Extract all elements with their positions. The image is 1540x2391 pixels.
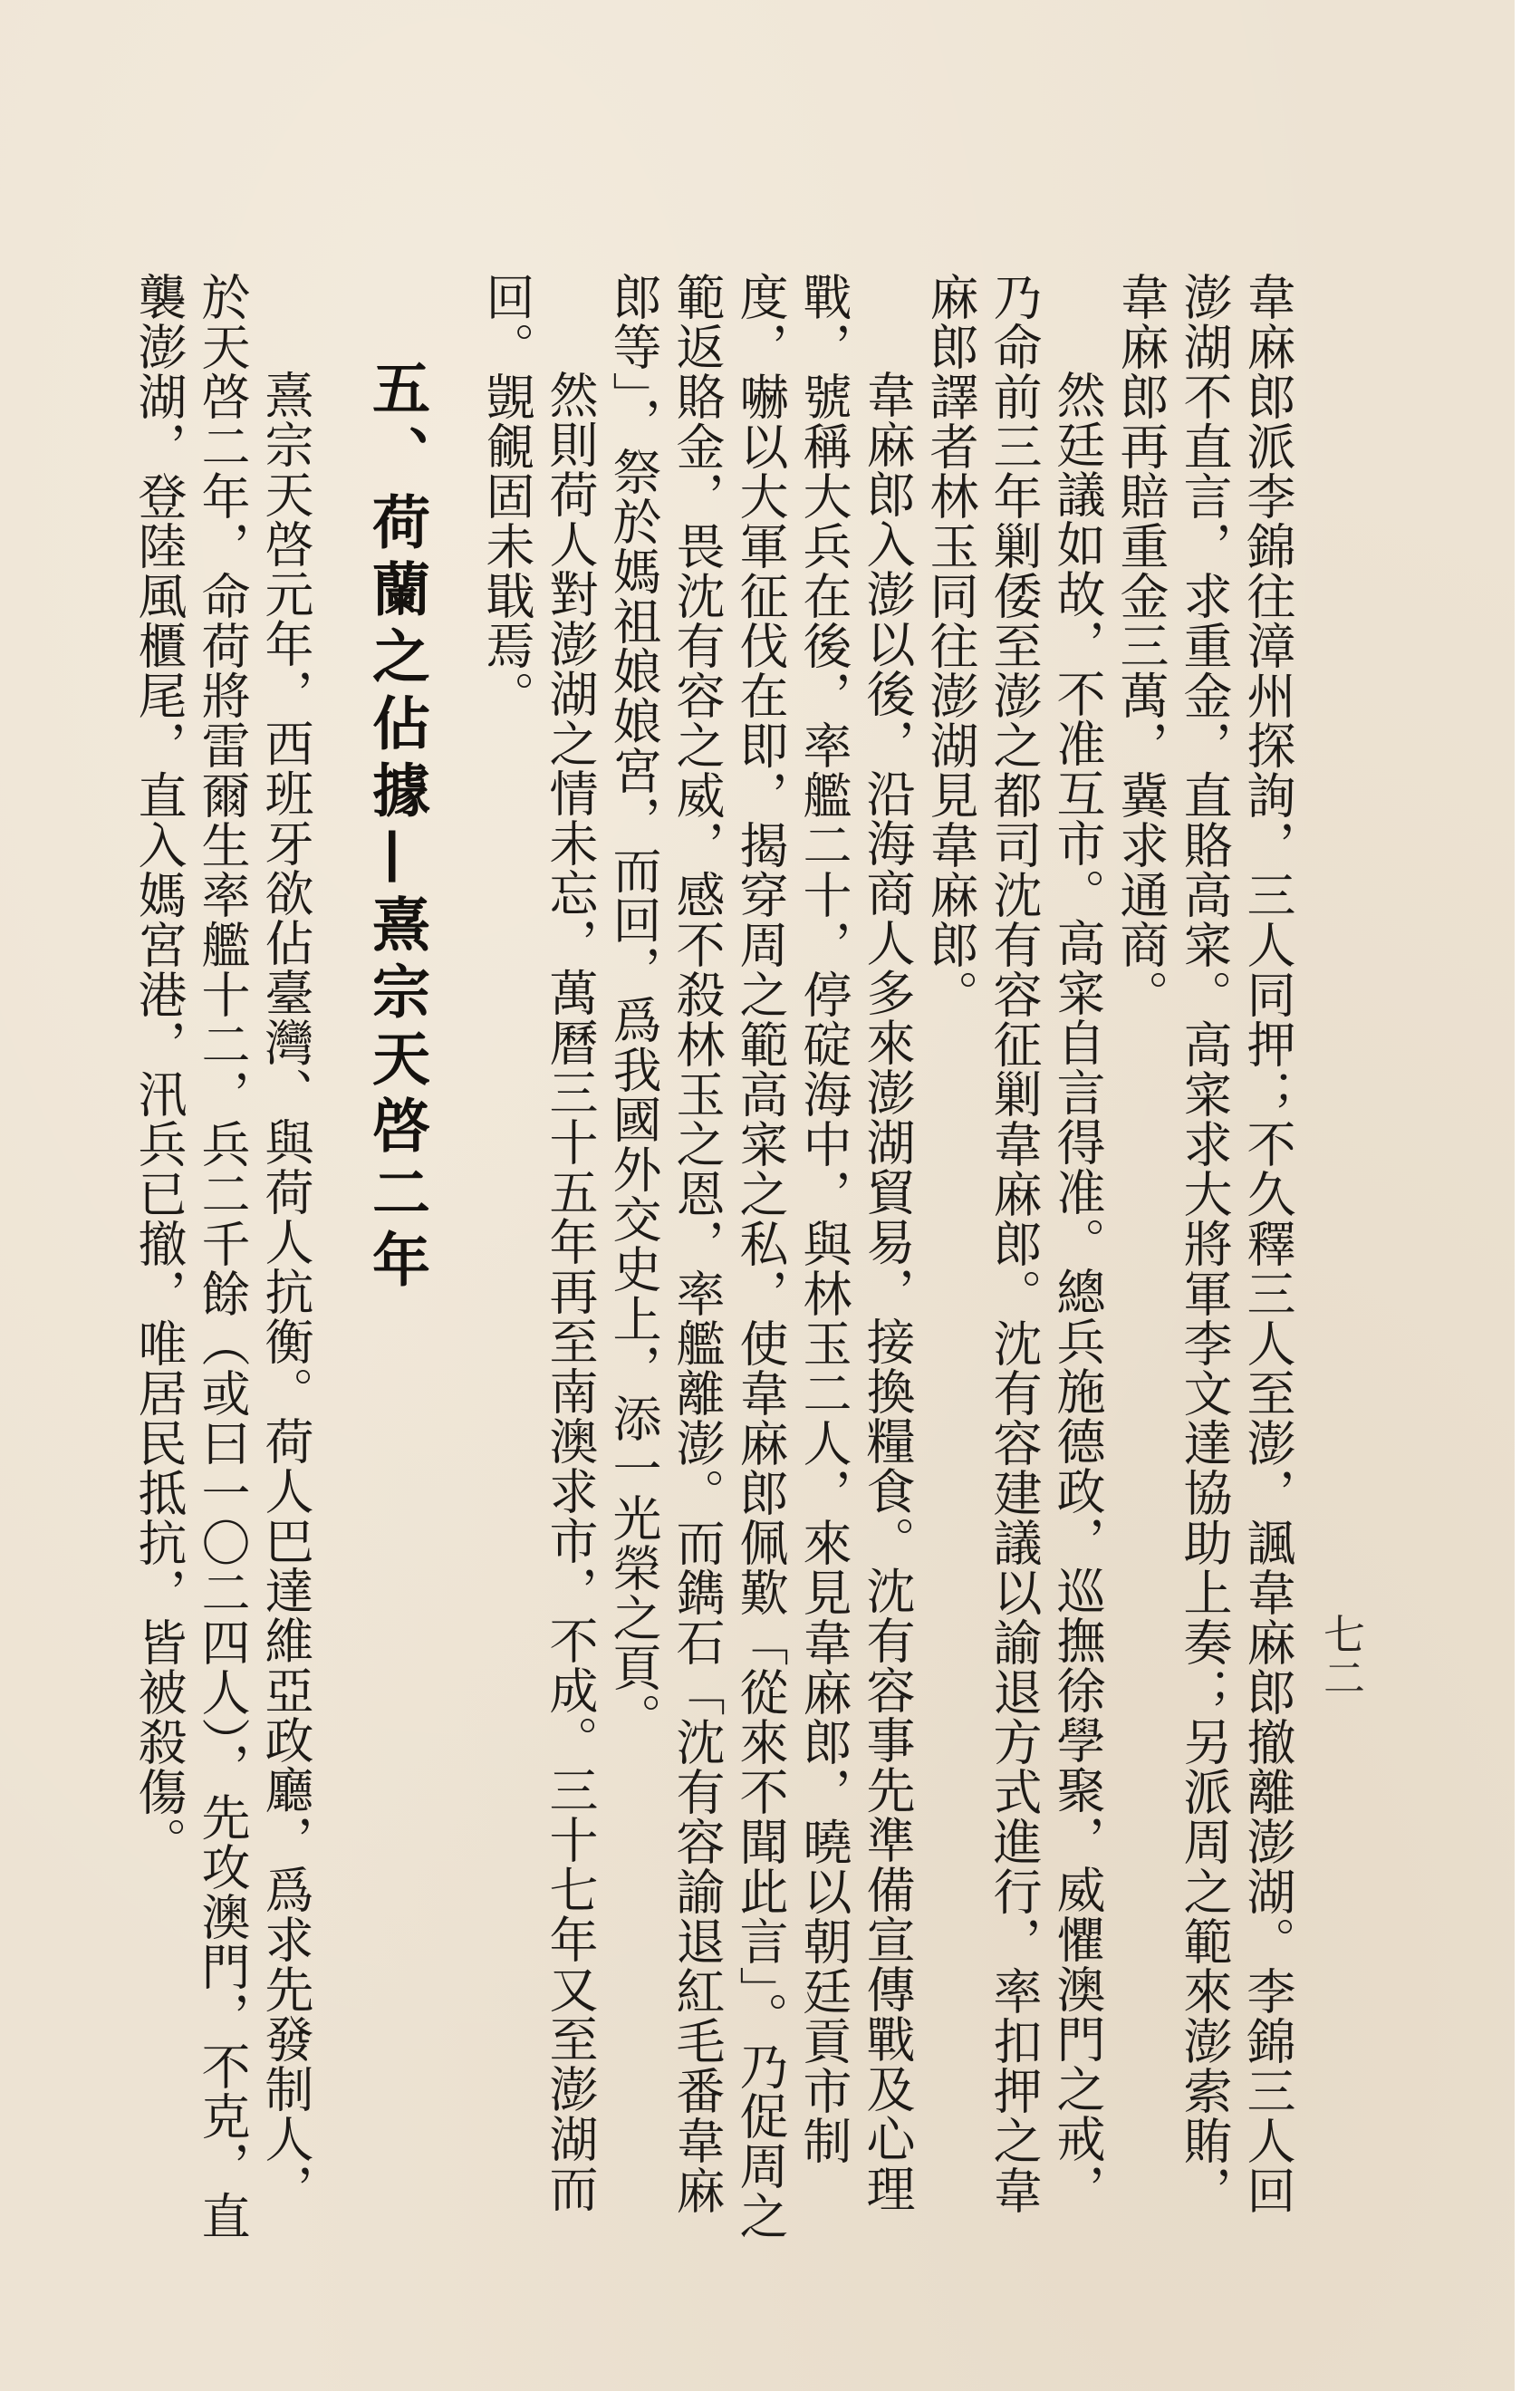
paragraph-5: 熹宗天啓元年，西班牙欲佔臺灣、與荷人抗衡。荷人巴達維亞政廳，爲求先發制人，於天啓二年，命荷將雷爾生率艦十二，兵二千餘（或曰一〇二四人），先攻澳門，不克，直襲澎湖，登陸風櫃尾，直入媽宮港，汛兵已撤，唯居民抵抗，皆被殺傷。: [130, 272, 314, 2241]
paragraph-1: 韋麻郎派李錦往漳州探詢，三人同押；不久釋三人至澎，諷韋麻郎撤離澎湖。李錦三人回澎湖不直言，求重金，直賂高寀。高寀求大將軍李文達協助上奏；另派周之範來澎索賄，韋麻郎再賠重金三萬，冀求通商。: [1112, 272, 1296, 2215]
section-heading: 五、荷蘭之佔據—熹宗天啓二年: [362, 358, 430, 1297]
paragraph-4: 然則荷人對澎湖之情未忘，萬曆三十五年再至南澳求市，不成。三十七年又至澎湖而回。覬覦固未戢焉。: [478, 272, 599, 2213]
body-text: [127, 272, 1299, 2247]
paragraph-2: 然廷議如故，不准互市。高寀自言得准。總兵施德政，巡撫徐學聚，威懼澳門之戒，乃命前三年剿倭至澎之都司沈有容征剿韋麻郎。沈有容建議以諭退方式進行，率扣押之韋麻郎譯者林玉同往澎湖見韋麻郎。: [922, 272, 1106, 2215]
paragraph-3: 韋麻郎入澎以後，沿海商人多來澎湖貿易，接換糧食。沈有容事先準備宣傳戰及心理戰，號稱大兵在後，率艦二十，停碇海中，與林玉二人，來見韋麻郎，曉以朝廷貢市制度，嚇以大軍征伐在即，揭穿周之範高寀之私，使韋麻郎佩歎「從來不聞此言」。乃促周之範返賂金，畏沈有容之威，感不殺林玉之恩，率艦離澎。而鐫石「沈有容諭退紅毛番韋麻郎等」，祭於媽祖娘娘宮，而回，爲我國外交史上，添一光榮之頁。: [605, 272, 916, 2241]
page-number: 七二: [1317, 1613, 1366, 1700]
